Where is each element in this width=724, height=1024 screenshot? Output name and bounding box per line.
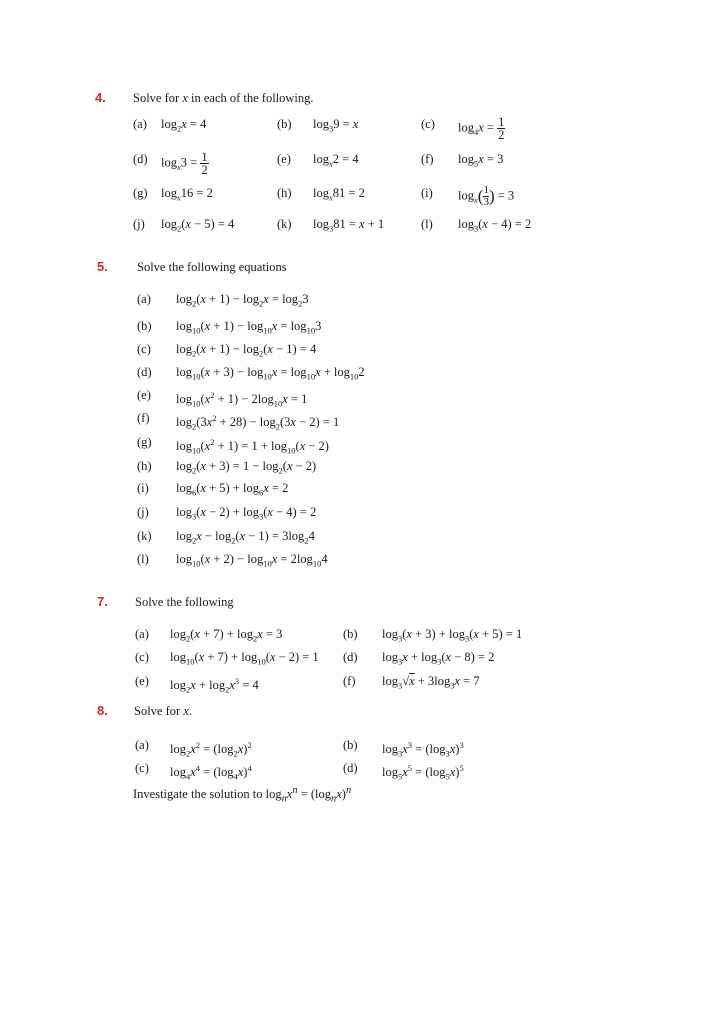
- part-label: (k): [277, 217, 292, 231]
- part-label: (a): [137, 292, 151, 306]
- part-label: (e): [135, 674, 149, 688]
- equation: $\log_2x + \log_2x^3 = 4$: [170, 676, 259, 695]
- equation: $\log_3x^3 = (\log_3x)^3$: [382, 740, 464, 759]
- question-number: 8.: [97, 703, 108, 718]
- part-label: (b): [277, 117, 292, 131]
- equation: $\log_39 = x$: [313, 117, 359, 134]
- equation: $\log_3√x + 3\log_3x = 7$: [382, 674, 480, 691]
- equation: $\log_3(x + 3) + \log_3(x + 5) = 1$: [382, 627, 523, 644]
- part-label: (c): [137, 342, 151, 356]
- equation: $\log_{10}(x + 2) - \log_{10}x = 2\log_{10}4$: [176, 552, 328, 569]
- part-label: (l): [421, 217, 433, 231]
- equation: $\log_3(x - 4) = 2$: [458, 217, 532, 234]
- question-prompt: Solve the following equations: [137, 260, 287, 274]
- part-label: (b): [343, 627, 358, 641]
- equation: $\log_2x^2 = (\log_2x)^2$: [170, 740, 252, 759]
- part-label: (l): [137, 552, 149, 566]
- part-label: (d): [343, 650, 358, 664]
- part-label: (d): [137, 365, 152, 379]
- part-label: (b): [137, 319, 152, 333]
- equation: $\log_2x = 4$: [161, 117, 207, 134]
- equation: $\log_2(3x^2 + 28) - \log_2(3x - 2) = 1$: [176, 413, 340, 432]
- part-label: (g): [137, 435, 152, 449]
- part-label: (i): [137, 481, 149, 495]
- part-label: (k): [137, 529, 152, 543]
- equation: $\log_{10}(x + 3) - \log_{10}x = \log_{10}x + \log_{10}2$: [176, 365, 365, 382]
- part-label: (b): [343, 738, 358, 752]
- part-label: (h): [137, 459, 152, 473]
- part-label: (c): [421, 117, 435, 131]
- part-label: (a): [133, 117, 147, 131]
- equation: $\log_3(x - 2) + \log_3(x - 4) = 2$: [176, 505, 317, 522]
- part-label: (e): [277, 152, 291, 166]
- equation: $\log_6(x + 5) + \log_6x = 2$: [176, 481, 289, 498]
- equation: $\log_381 = x + 1$: [313, 217, 385, 234]
- equation: $\log_{10}(x + 1) - \log_{10}x = \log_{10}3$: [176, 319, 322, 336]
- part-label: (c): [135, 650, 149, 664]
- equation: $\log_x$( $\frac{1}{3}$ ) = 3: [458, 184, 515, 208]
- part-label: (e): [137, 388, 151, 402]
- equation: $\log_3x + \log_3(x - 8) = 2$: [382, 650, 495, 667]
- part-label: (d): [133, 152, 148, 166]
- question-number: 4.: [95, 90, 106, 105]
- part-label: (h): [277, 186, 292, 200]
- part-label: (a): [135, 627, 149, 641]
- equation: $\log_{10}(x + 7) + \log_{10}(x - 2) = 1$: [170, 650, 319, 667]
- equation: $\log_5x = 3$: [458, 152, 504, 169]
- equation: $\log_2(x + 3) = 1 - \log_2(x - 2)$: [176, 459, 317, 476]
- equation: $\log_4x$ = $\frac{1}{2}$: [458, 115, 505, 142]
- part-label: (d): [343, 761, 358, 775]
- equation: $\log_5x^5 = (\log_5x)^5$: [382, 763, 464, 782]
- equation: $\log_x81 = 2$: [313, 186, 365, 203]
- equation: $\log_2x - \log_2(x - 1) = 3\log_24$: [176, 529, 315, 546]
- part-label: (f): [421, 152, 434, 166]
- investigation-note: Investigate the solution to $\log_nx^n = (\log_nx)^n$: [133, 785, 352, 805]
- equation: $\log_2(x + 1) - \log_2(x - 1) = 4$: [176, 342, 317, 359]
- equation: $\log_x3$ = $\frac{1}{2}$: [161, 150, 208, 177]
- part-label: (j): [133, 217, 145, 231]
- equation: $\log_x2 = 4$: [313, 152, 359, 169]
- part-label: (j): [137, 505, 149, 519]
- question-number: 5.: [97, 259, 108, 274]
- part-label: (f): [343, 674, 356, 688]
- equation: $\log_2(x + 1) - \log_2x = \log_23$: [176, 292, 309, 309]
- equation: $\log_{10}(x^2 + 1) - 2\log_{10}x = 1$: [176, 390, 308, 409]
- equation: $\log_{10}(x^2 + 1) = 1 + \log_{10}(x - 2)$: [176, 437, 329, 456]
- equation: $\log_x16 = 2$: [161, 186, 213, 203]
- part-label: (g): [133, 186, 148, 200]
- equation: $\log_2(x + 7) + \log_2x = 3$: [170, 627, 283, 644]
- part-label: (c): [135, 761, 149, 775]
- question-prompt: Solve the following: [135, 595, 234, 609]
- part-label: (i): [421, 186, 433, 200]
- part-label: (f): [137, 411, 150, 425]
- part-label: (a): [135, 738, 149, 752]
- question-number: 7.: [97, 594, 108, 609]
- question-prompt: Solve for x.: [134, 704, 192, 718]
- equation: $\log_2(x - 5) = 4$: [161, 217, 235, 234]
- question-prompt: Solve for x in each of the following.: [133, 91, 314, 105]
- equation: $\log_4x^4 = (\log_4x)^4$: [170, 763, 252, 782]
